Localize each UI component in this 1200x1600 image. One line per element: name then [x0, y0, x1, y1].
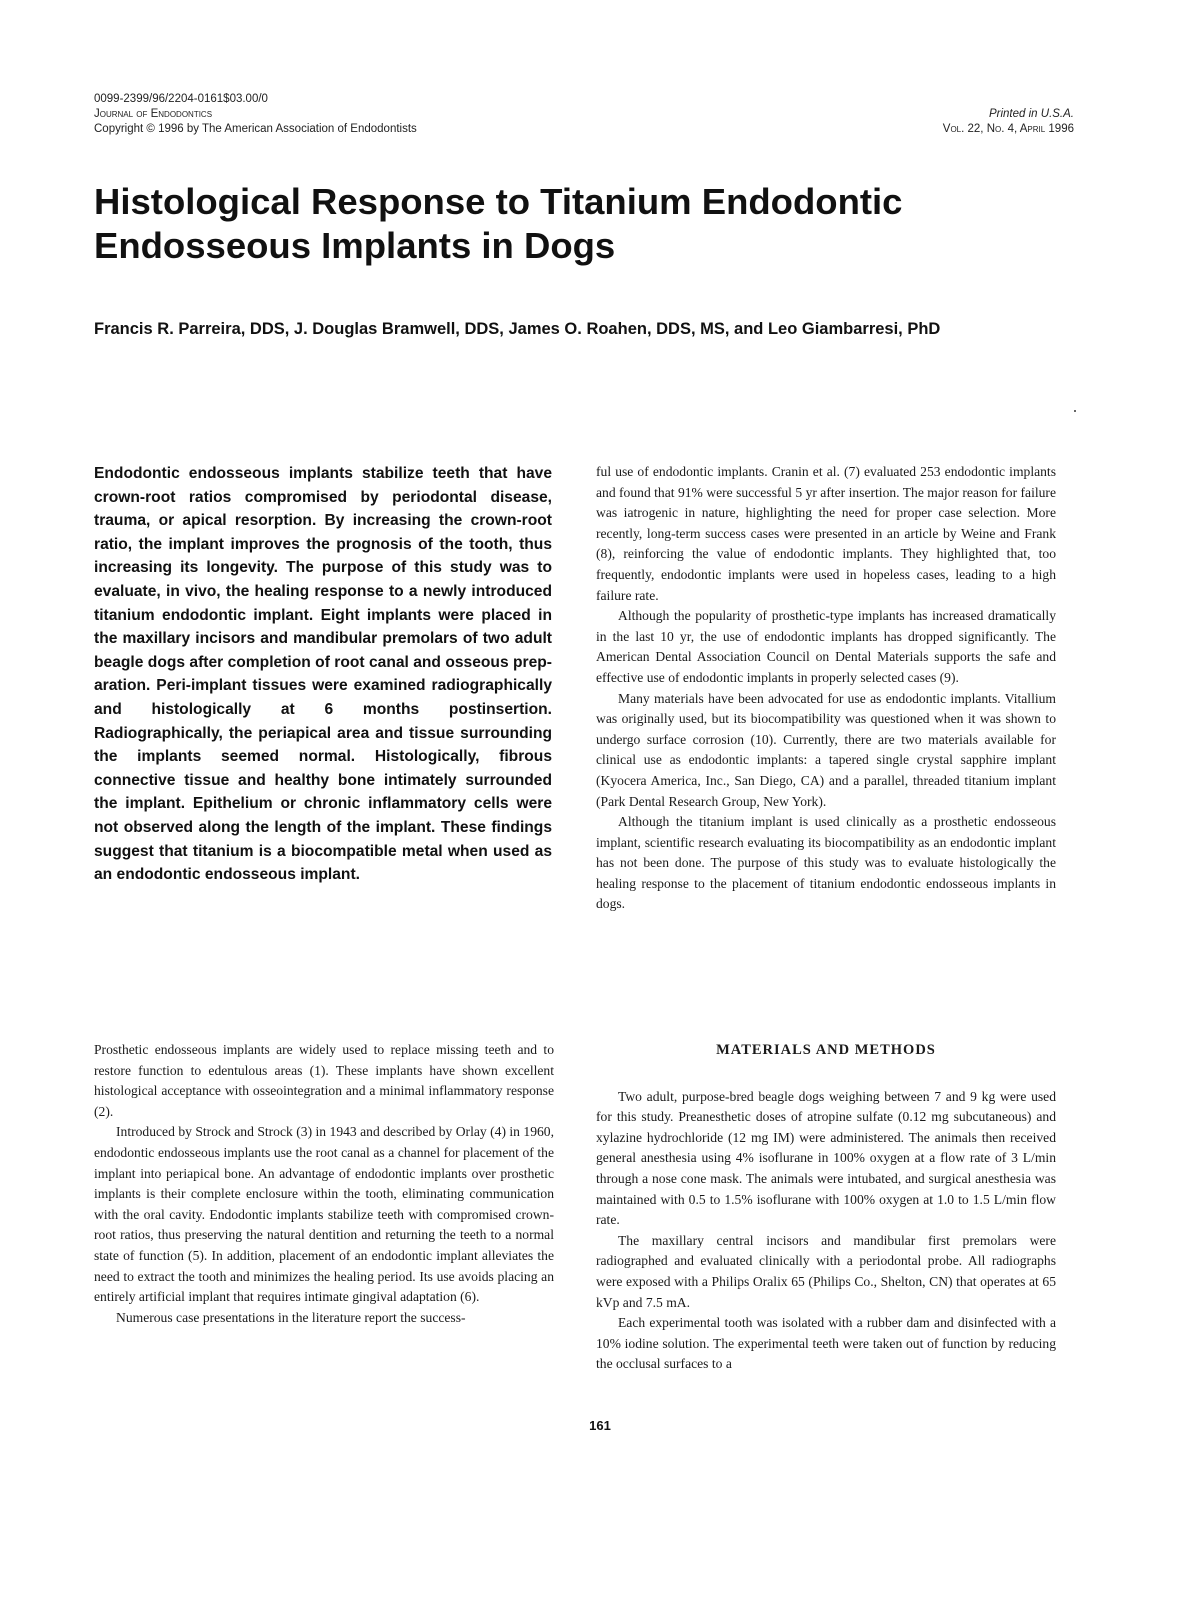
paragraph: Many materials have been advocated for use as endodontic implants. Vitallium was originally used, but its biocompatibility was questioned when it was shown to undergo surface corrosion (10). Currently, there are two materials available for clinical use as endodontic implants: a tapered single crystal sapphire implant (Kyocera America, Inc., San Diego, CA) and a parallel, threaded titanium implant (Park Dental Research Group, New York).	[596, 690, 1056, 809]
section-heading: MATERIALS AND METHODS	[716, 1042, 936, 1058]
header-right	[943, 107, 1074, 137]
abstract: Endodontic endosseous implants stabilize teeth that have crown-root ratios compromised by periodontal disease, trauma, or apical resorption. By increasing the crown-root ratio, the implant improves the prognosis of the tooth, thus increasing its longevity. The purpose of this study was to evaluate, in vivo, the healing response to a newly introduced titanium endodontic implant. Eight implants were placed in the maxillary incisors and mandibular premolars of two adult beagle dogs after completion of root canal and osseous preparation. Peri-implant tissues were examined radiographically and histologically at 6 months postinsertion. Radiographically, the periapical area and tissue surrounding the implants seemed normal. Histologically, fibrous connective tissue and healthy bone intimately surrounded the implant. Epithelium or chronic inflammatory cells were not observed along the length of the implant. These findings suggest that titanium is a biocompatible metal when used as an endodontic endosseous implant.	[94, 465, 552, 884]
paragraph: Each experimental tooth was isolated with a rubber dam and disinfected with a 10% iodine solution. The experimental teeth were taken out of function by reducing the occlusal surfaces to a	[596, 1315, 1056, 1372]
paragraph: Introduced by Strock and Strock (3) in 1943 and described by Orlay (4) in 1960, endodontic endosseous implants use the root canal as a channel for placement of the implant into periapical bone. An advantage of endodontic implants over prosthetic implants is their complete enclosure within the tooth, eliminating communication with the oral cavity. Endodontic implants stabilize teeth with compromised crown-root ratios, thus preserving the natural dentition and returning the teeth to a normal state of function (5). In addition, placement of an endodontic implant alleviates the need to extract the tooth and minimizes the healing period. Its use avoids placing an entirely artificial implant that requires intimate gingival adaptation (6).	[94, 1124, 554, 1305]
paragraph: Prosthetic endosseous implants are widely used to replace missing teeth and to restore function to edentulous areas (1). These implants have shown excellent histological acceptance with osseointegration and a minimal inflammatory response (2).	[94, 1042, 554, 1119]
paragraph: The maxillary central incisors and mandibular first premolars were radiographed and evaluated clinically with a periodontal probe. All radiographs were exposed with a Philips Oralix 65 (Philips Co., Shelton, CN) that operates at 65 kVp and 7.5 mA.	[596, 1232, 1056, 1310]
header-left	[94, 92, 417, 137]
right-column-body	[596, 1040, 1056, 1375]
journal-name: Journal of Endodontics	[94, 108, 213, 120]
paragraph: ful use of endodontic implants. Cranin et al. (7) evaluated 253 endodontic implants and found that 91% were successful 5 yr after insertion. The major reason for failure was iatrogenic in nature, highlighting the need for proper case selection. More recently, long-term success cases were presented in an article by Weine and Frank (8), reinforcing the value of endodontic implants. They highlighted that, too frequently, endodontic implants were used in hopeless cases, leading to a high failure rate.	[596, 464, 1056, 603]
article-title: Histological Response to Titanium Endodontic Endosseous Implants in Dogs	[94, 181, 903, 266]
paragraph: Although the titanium implant is used clinically as a prosthetic endosseous implant, scientific research evaluating its biocompatibility as an endodontic implant has not been done. The purpose of this study was to evaluate histologically the healing response to the placement of titanium endodontic endosseous implants in dogs.	[596, 814, 1056, 912]
paragraph: Two adult, purpose-bred beagle dogs weighing between 7 and 9 kg were used for this study. Preanesthetic doses of atropine sulfate (0.12 mg subcutaneous) and xylazine hydrochloride (12 mg IM) were administered. The animals then received general anesthesia using 4% isoflurane in 100% oxygen at a flow rate of 3 L/min through a nose cone mask. The animals were intubated, and surgical anesthesia was maintained with 0.5 to 1.5% isoflurane with 100% oxygen at 1.0 to 1.5 L/min flow rate.	[596, 1088, 1056, 1228]
right-column-top	[596, 462, 1056, 915]
left-column-body	[94, 1040, 554, 1328]
printed-in: Printed in U.S.A.	[988, 108, 1074, 120]
paragraph: Although the popularity of prosthetic-type implants has increased dramatically in the last 10 yr, the use of endodontic implants has dropped significantly. The American Dental Association Council on Dental Materials supports the safe and effective use of endodontic implants in properly selected cases (9).	[596, 608, 1056, 685]
author-list: Francis R. Parreira, DDS, J. Douglas Bramwell, DDS, James O. Roahen, DDS, MS, and Leo Giambarresi, PhD	[94, 320, 941, 338]
paragraph: Numerous case presentations in the literature report the success-	[116, 1309, 466, 1325]
page-number: 161	[589, 1418, 611, 1433]
stray-mark	[1074, 410, 1076, 412]
copyright-line: Copyright © 1996 by The American Association of Endodontists	[94, 123, 417, 135]
issn-line: 0099-2399/96/2204-0161$03.00/0	[94, 93, 268, 105]
volume-issue: Vol. 22, No. 4, April 1996	[942, 123, 1074, 135]
